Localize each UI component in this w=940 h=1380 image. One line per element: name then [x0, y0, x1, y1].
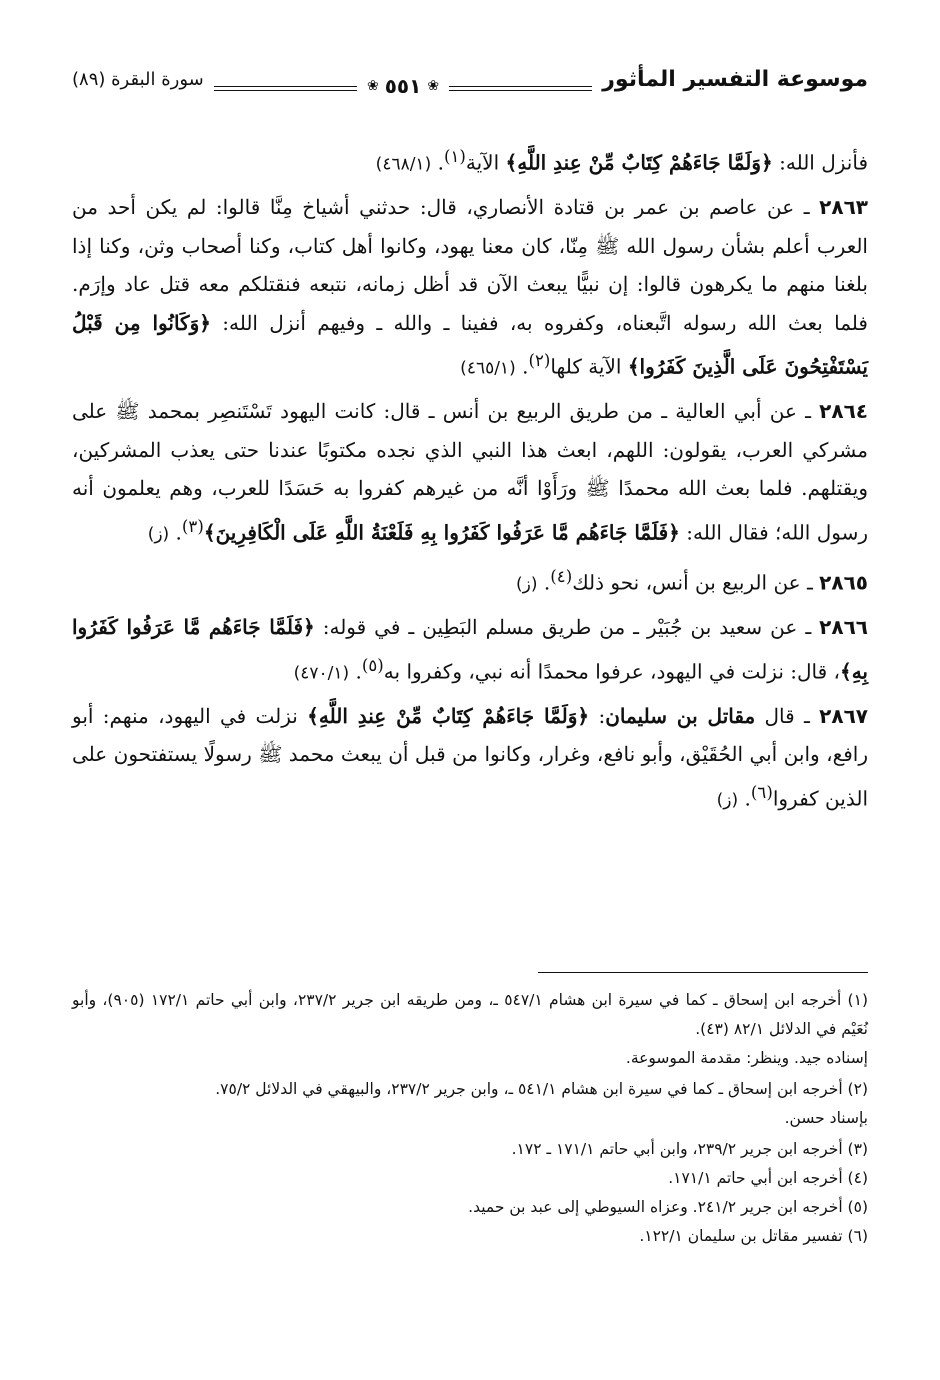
- text: الآية: [465, 150, 506, 175]
- footnote-marker: (١): [443, 147, 466, 166]
- text: ـ عن عاصم بن عمر بن قتادة الأنصاري، قال: حدثني أشياخ مِنَّا قالوا: لم يكن أحد من العرب أعلم بشأن رسول الله ﷺ مِنّا، كان معنا يهود، وكانوا أهل كتاب، وكنا أصحاب وثن، وكنا إذا بلغنا منهم ما يكرهون قالوا: إن نبيًّا يبعث الآن قد أظل زمانه، نتبعه فنقتلكم معه قتل عاد وإرَم. فلما بعث الله رسوله اتَّبعناه، وكفروه به، ففينا ـ والله ـ وفيهم أنزل الله:: [72, 195, 868, 335]
- footnote-marker: (٢): [528, 351, 551, 371]
- text: .: [349, 659, 362, 684]
- volume-reference: (٤٧٠/١): [293, 663, 350, 684]
- text: ـ عن أبي العالية ـ من طريق الربيع بن أنس ـ قال: كانت اليهود تَسْتَنصِر بمحمد ﷺ على مشركي العرب، يقولون: اللهم، ابعث هذا النبي الذي نجده مكتوبًا عندنا حتى يعذب المشركين، ويقتلهم. فلما بعث الله محمدًا ﷺ ورَأَوْا أنَّه من غيرهم كفروا به حَسَدًا للعرب، وهم يعلمون أنه رسول الله؛ فقال الله:: [72, 399, 868, 545]
- quran-verse: ﴿وَلَمَّا جَاءَهُمْ كِتَابٌ مِّنْ عِندِ اللَّهِ﴾: [307, 703, 590, 728]
- footnote-marker: (٥): [361, 655, 384, 675]
- ornament-right-icon: ❀: [427, 78, 440, 94]
- footnotes: [72, 986, 868, 1251]
- footnote-marker: (٤): [550, 566, 573, 586]
- footnote-marker: (٦): [750, 782, 773, 802]
- text: .: [515, 354, 529, 379]
- footnote-4: (٤) أخرجه ابن أبي حاتم ١٧١/١.: [668, 1169, 868, 1187]
- narration-2863: [72, 188, 868, 388]
- narration-number: ٢٨٦٧: [819, 703, 868, 728]
- narration-number: ٢٨٦٥: [819, 570, 868, 595]
- text: .: [738, 786, 751, 811]
- page-number-box: [357, 74, 449, 98]
- text: ـ عن سعيد بن جُبَيْر ـ من طريق مسلم البَطِين ـ في قوله:: [314, 615, 820, 640]
- text: .: [169, 520, 182, 545]
- text: ـ قال: [755, 703, 820, 728]
- quran-verse: ﴿فَلَمَّا جَاءَهُم مَّا عَرَفُوا كَفَرُوا بِهِ﴾: [72, 615, 868, 684]
- text: .: [431, 150, 444, 175]
- quran-verse: ﴿فَلَمَّا جَاءَهُم مَّا عَرَفُوا كَفَرُوا بِهِ فَلَعْنَةُ اللَّهِ عَلَى الْكَافِرِينَ﴾: [203, 520, 680, 545]
- text: ، قال: نزلت في اليهود، عرفوا محمدًا أنه نبي، وكفروا به: [383, 659, 840, 684]
- footnote-2: (٢) أخرجه ابن إسحاق ـ كما في سيرة ابن هشام ٥٤١/١ ـ، وابن جرير ٢٣٧/٢، والبيهقي في الدلائل ٧٥/٢.: [215, 1080, 868, 1098]
- narration-number: ٢٨٦٦: [819, 615, 868, 640]
- page-header: [72, 56, 868, 102]
- ornament-left-icon: ❀: [366, 78, 379, 94]
- footnote-2-grading: بإسناد حسن.: [784, 1109, 868, 1127]
- speaker-name: مقاتل بن سليمان: [605, 703, 756, 728]
- text: نزلت في اليهود، منهم: أبو رافع، وابن أبي الحُقَيْق، وأبو نافع، وغرار، وكانوا من قبل أن يبعث محمد ﷺ رسولًا يستفتحون على الذين كفروا: [72, 703, 868, 811]
- volume-reference: (٤٦٥/١): [460, 358, 516, 379]
- footnote-5: (٥) أخرجه ابن جرير ٢٤١/٢. وعزاه السيوطي إلى عبد بن حميد.: [468, 1198, 868, 1216]
- header-rule: [214, 56, 593, 102]
- text: الآية كلها: [550, 354, 628, 379]
- paragraph-continuation: [72, 138, 868, 184]
- footnote-1: (١) أخرجه ابن إسحاق ـ كما في سيرة ابن هشام ٥٤٧/١ ـ، ومن طريقه ابن جرير ٢٣٧/٢، وابن أبي حاتم ١٧٢/١ (٩٠٥)، وأبو نُعَيْم في الدلائل ٨٢/١ (٤٣).: [72, 991, 868, 1038]
- narration-number: ٢٨٦٤: [819, 399, 868, 424]
- volume-reference: (ز): [147, 524, 170, 545]
- text: :: [589, 703, 606, 728]
- footnote-6: (٦) تفسير مقاتل بن سليمان ١٢٢/١.: [639, 1227, 868, 1245]
- text: .: [537, 570, 551, 595]
- footnote-separator: [538, 972, 868, 973]
- book-title: موسوعة التفسير المأثور: [602, 66, 868, 92]
- surah-label: سورة البقرة (٨٩): [72, 68, 204, 90]
- quran-verse: ﴿وَكَانُوا مِن قَبْلُ يَسْتَفْتِحُونَ عَلَى الَّذِينَ كَفَرُوا﴾: [72, 310, 868, 379]
- footnote-1-grading: إسناده جيد. وينظر: مقدمة الموسوعة.: [625, 1049, 868, 1067]
- main-text: [72, 138, 868, 824]
- volume-reference: (ز): [716, 790, 739, 811]
- text: ـ عن الربيع بن أنس، نحو ذلك: [572, 570, 820, 595]
- narration-2864: [72, 392, 868, 554]
- footnote-marker: (٣): [181, 516, 204, 536]
- narration-2866: [72, 608, 868, 693]
- narration-2867: [72, 697, 868, 820]
- page-number: ٥٥١: [384, 74, 422, 98]
- quran-verse: ﴿وَلَمَّا جَاءَهُمْ كِتَابٌ مِّنْ عِندِ اللَّهِ﴾: [505, 150, 773, 175]
- volume-reference: (ز): [516, 574, 538, 595]
- narration-number: ٢٨٦٣: [819, 195, 868, 220]
- narration-2865: [72, 558, 868, 604]
- footnote-3: (٣) أخرجه ابن جرير ٢٣٩/٢، وابن أبي حاتم ١٧١/١ ـ ١٧٢.: [511, 1140, 868, 1158]
- text: فأنزل الله:: [772, 150, 868, 175]
- volume-reference: (٤٦٨/١): [375, 154, 432, 175]
